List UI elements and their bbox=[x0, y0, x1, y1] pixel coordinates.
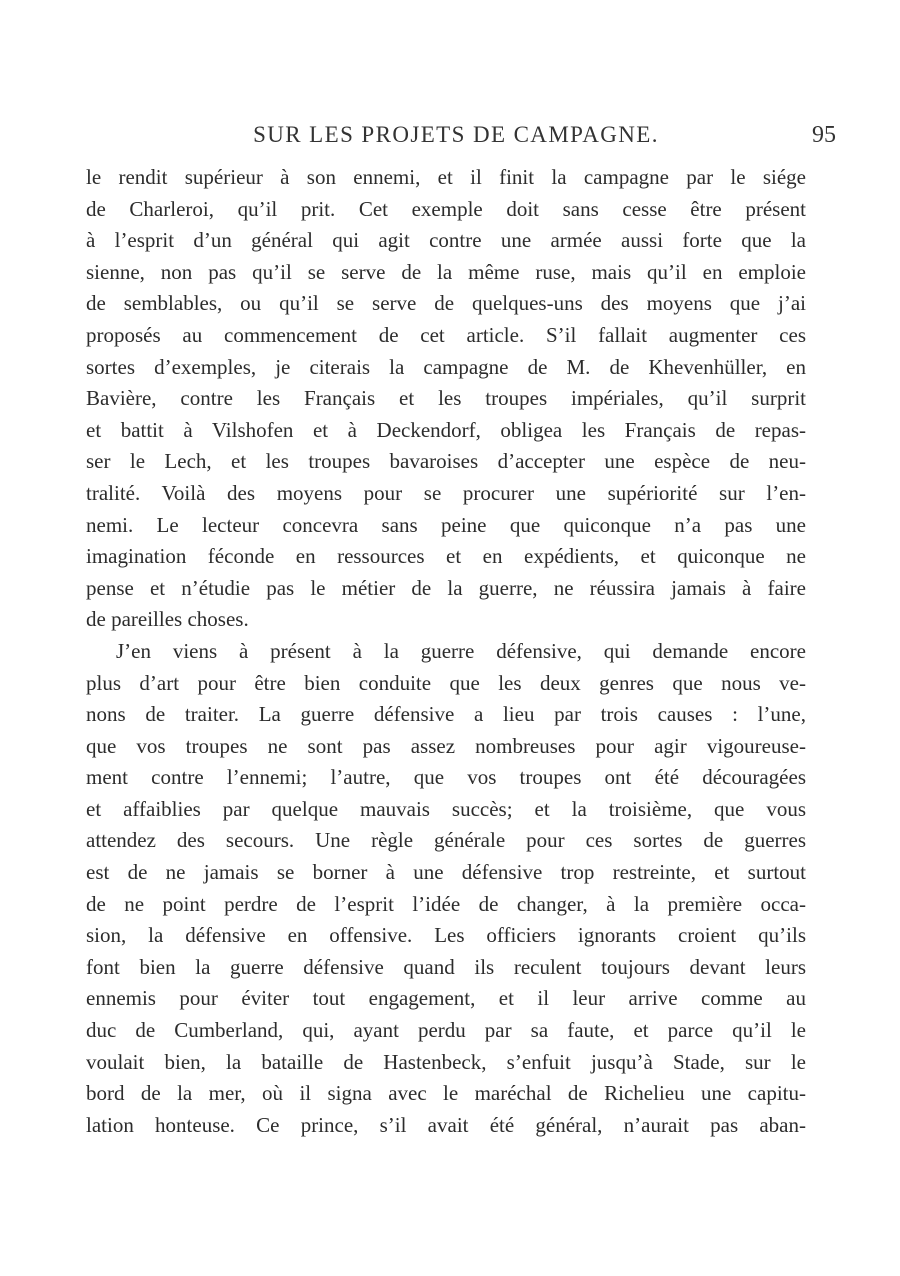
text-line: à l’esprit d’un général qui agit contre une armée aussi forte que la bbox=[86, 228, 806, 253]
text-line: voulait bien, la bataille de Hastenbeck, s’enfuit jusqu’à Stade, sur le bbox=[86, 1049, 806, 1074]
text-line: nons de traiter. La guerre défensive a lieu par trois causes : l’une, bbox=[86, 702, 806, 727]
page-number: 95 bbox=[812, 122, 836, 148]
text-line: Bavière, contre les Français et les troupes impériales, qu’il surprit bbox=[86, 386, 806, 411]
text-line: le rendit supérieur à son ennemi, et il finit la campagne par le siége bbox=[86, 165, 806, 189]
text-line: nemi. Le lecteur concevra sans peine que quiconque n’a pas une bbox=[86, 512, 806, 537]
text-line: tralité. Voilà des moyens pour se procurer une supériorité sur l’en- bbox=[86, 480, 806, 505]
text-line: pense et n’étudie pas le métier de la guerre, ne réussira jamais à faire bbox=[86, 575, 806, 600]
text-line: plus d’art pour être bien conduite que les deux genres que nous ve- bbox=[86, 670, 806, 695]
text-line: est de ne jamais se borner à une défensive trop restreinte, et surtout bbox=[86, 860, 806, 885]
text-line: et battit à Vilshofen et à Deckendorf, obligea les Français de repas- bbox=[86, 417, 806, 442]
running-head bbox=[86, 120, 836, 152]
text-line: duc de Cumberland, qui, ayant perdu par sa faute, et parce qu’il le bbox=[86, 1018, 806, 1043]
text-line: ment contre l’ennemi; l’autre, que vos troupes ont été découragées bbox=[86, 765, 806, 790]
body-text bbox=[86, 162, 806, 1141]
text-line: font bien la guerre défensive quand ils reculent toujours devant leurs bbox=[86, 954, 806, 979]
text-line: bord de la mer, où il signa avec le maréchal de Richelieu une capitu- bbox=[86, 1081, 806, 1106]
text-line: de pareilles choses. bbox=[86, 607, 249, 632]
text-line: imagination féconde en ressources et en expédients, et quiconque ne bbox=[86, 544, 806, 569]
text-line: que vos troupes ne sont pas assez nombreuses pour agir vigoureuse- bbox=[86, 733, 806, 758]
text-line: J’en viens à présent à la guerre défensive, qui demande encore bbox=[116, 638, 806, 663]
text-line: ser le Lech, et les troupes bavaroises d’accepter une espèce de neu- bbox=[86, 449, 806, 474]
text-line: de Charleroi, qu’il prit. Cet exemple doit sans cesse être présent bbox=[86, 196, 806, 221]
text-line: de ne point perdre de l’esprit l’idée de changer, à la première occa- bbox=[86, 891, 806, 916]
text-line: et affaiblies par quelque mauvais succès; et la troisième, que vous bbox=[86, 796, 806, 821]
text-line: attendez des secours. Une règle générale pour ces sortes de guerres bbox=[86, 828, 806, 853]
text-line: sion, la défensive en offensive. Les officiers ignorants croient qu’ils bbox=[86, 923, 806, 948]
text-line: proposés au commencement de cet article. S’il fallait augmenter ces bbox=[86, 322, 806, 347]
text-line: ennemis pour éviter tout engagement, et il leur arrive comme au bbox=[86, 986, 806, 1011]
text-line: de semblables, ou qu’il se serve de quelques-uns des moyens que j’ai bbox=[86, 291, 806, 316]
text-line: sortes d’exemples, je citerais la campagne de M. de Khevenhüller, en bbox=[86, 354, 806, 379]
text-line: sienne, non pas qu’il se serve de la même ruse, mais qu’il en emploie bbox=[86, 259, 806, 284]
text-line: lation honteuse. Ce prince, s’il avait été général, n’aurait pas aban- bbox=[86, 1112, 806, 1137]
running-title: SUR LES PROJETS DE CAMPAGNE. bbox=[253, 122, 659, 147]
